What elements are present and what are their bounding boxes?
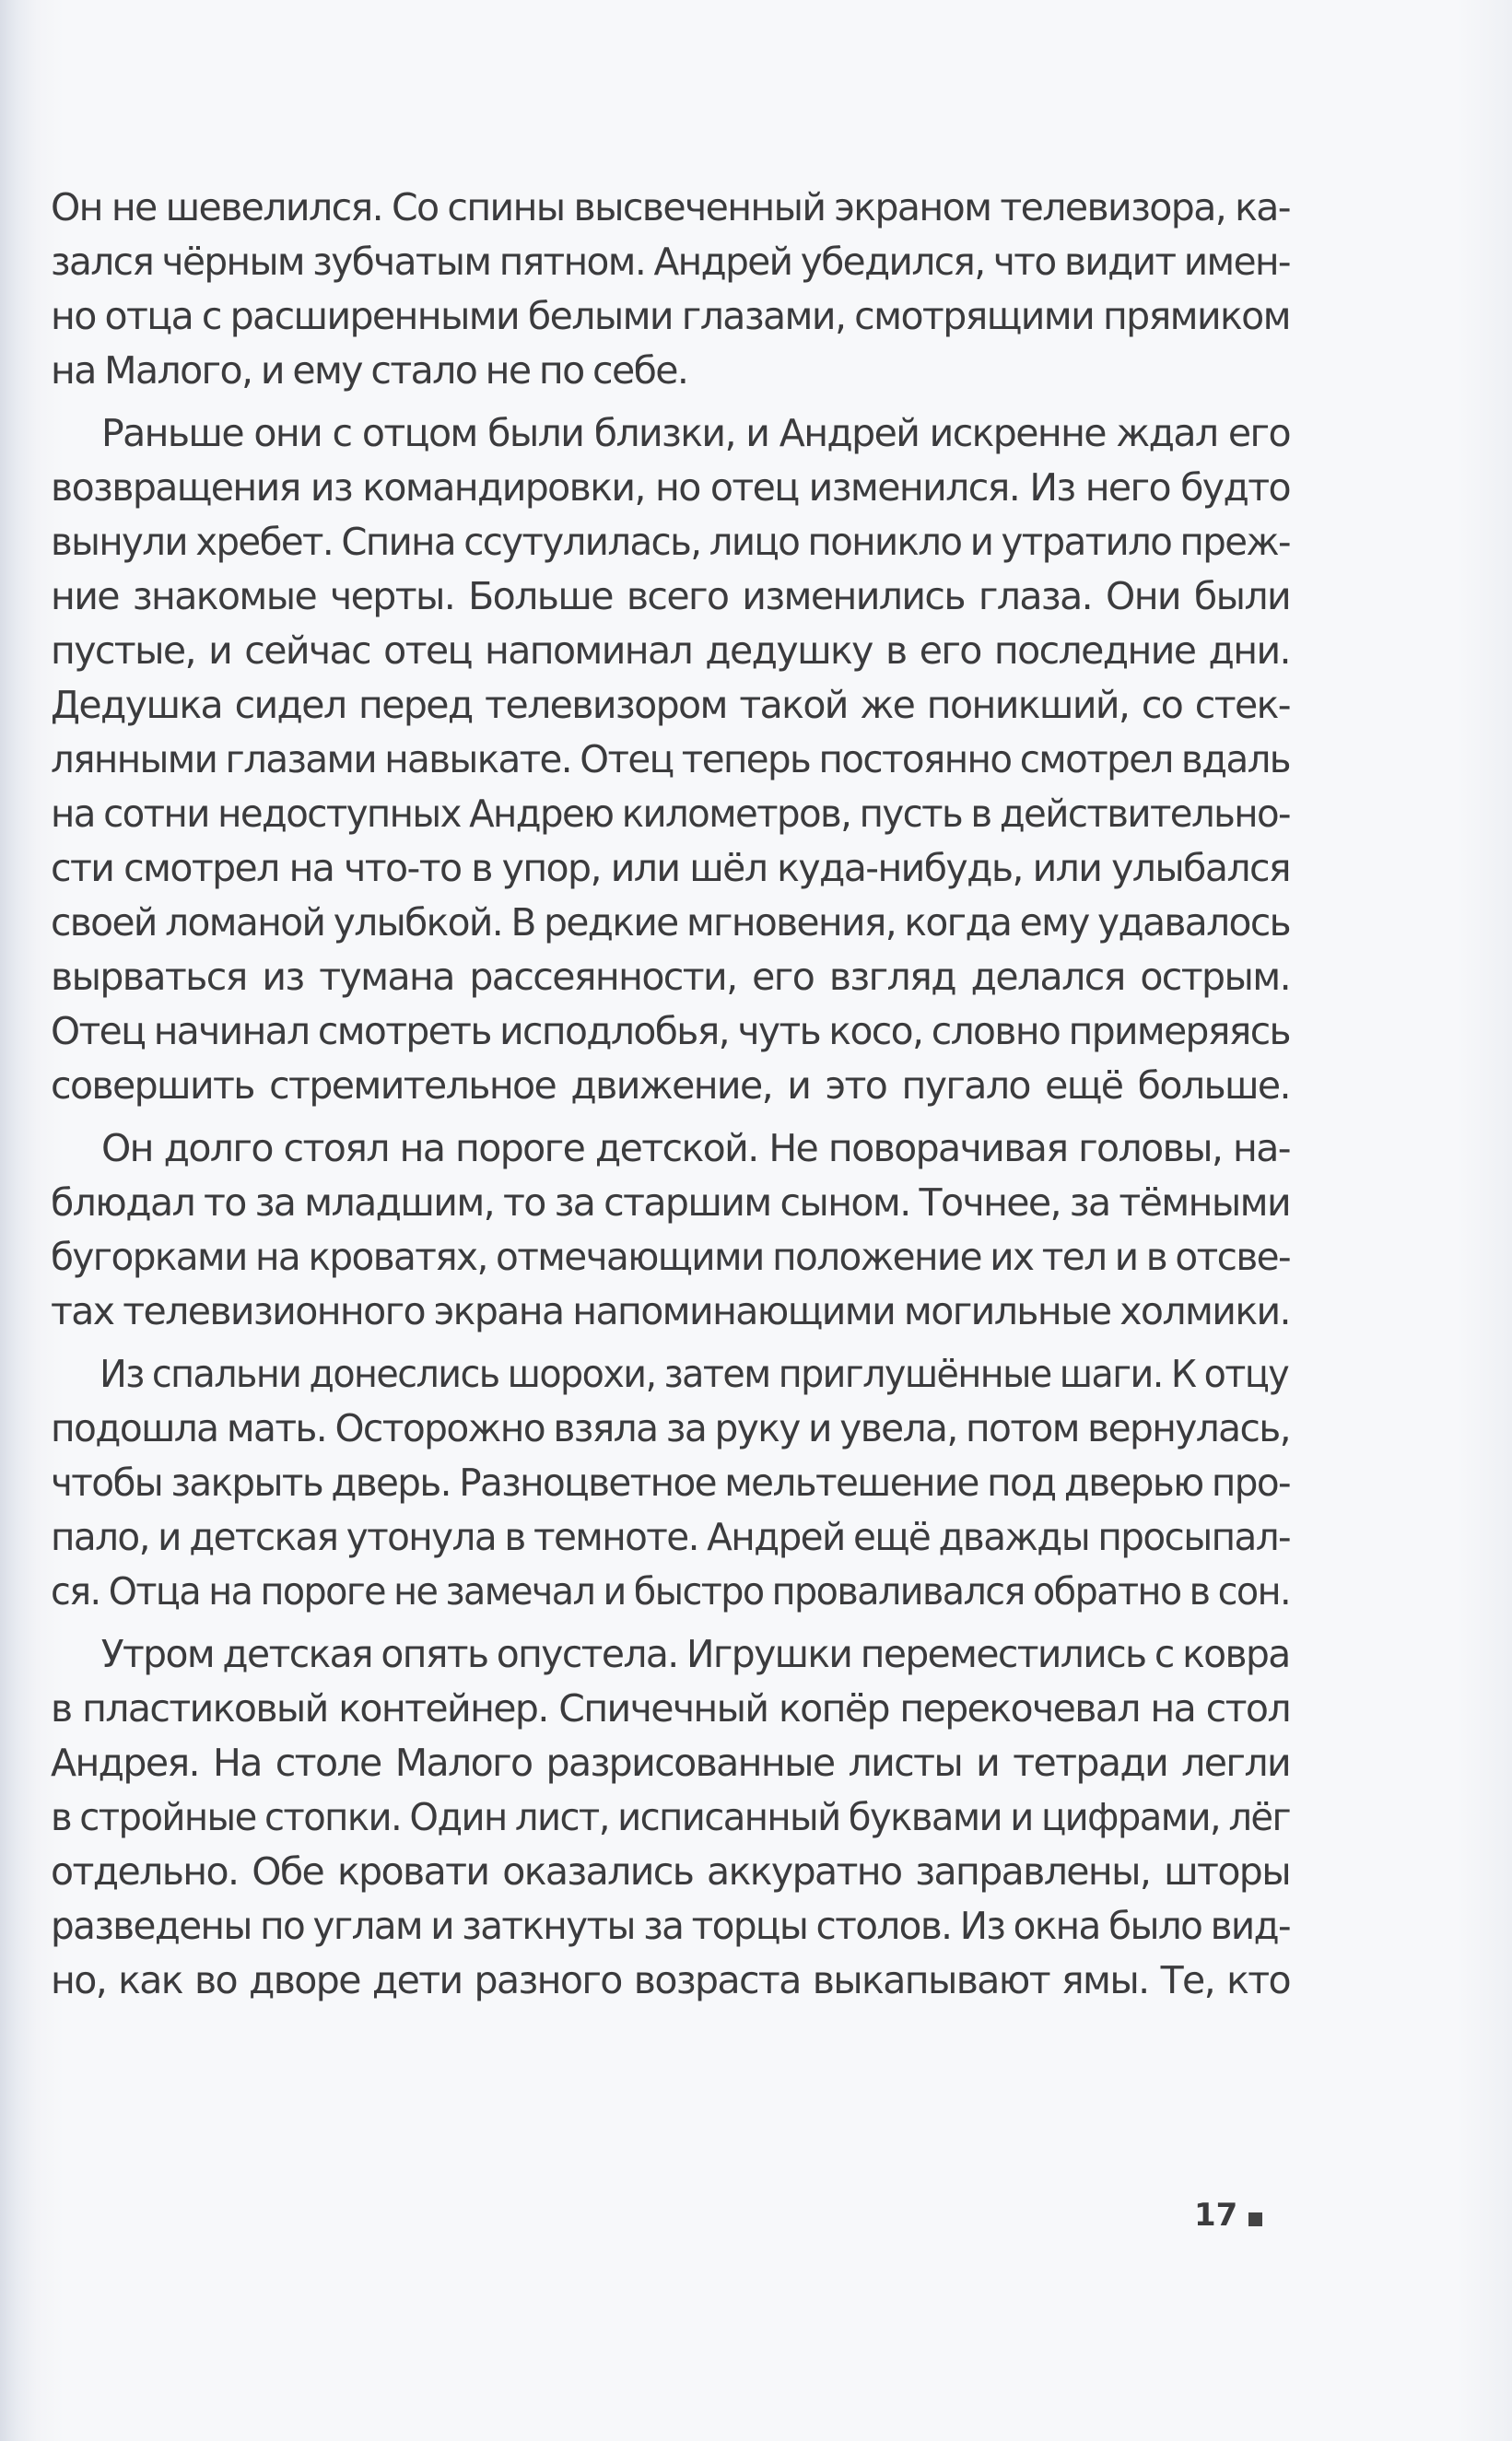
text-line: подошла мать. Осторожно взяла за руку и увела, потом вернулась, (51, 1406, 1290, 1450)
text-line: бугорками на кроватях, отмечающими положение их тел и в отсве- (51, 1235, 1290, 1279)
text-line: Отец начинал смотреть исподлобья, чуть косо, словно примеряясь (51, 1009, 1290, 1053)
text-line: тах телевизионного экрана напоминающими могильные холмики. (51, 1289, 1290, 1333)
text-line: Дедушка сидел перед телевизором такой же поникший, со стек- (51, 683, 1290, 727)
text-line: блюдал то за младшим, то за старшим сыном. Точнее, за тёмными (51, 1180, 1290, 1225)
text-line: Утром детская опять опустела. Игрушки переместились с ковра (100, 1632, 1290, 1676)
text-line: в стройные стопки. Один лист, исписанный буквами и цифрами, лёг (51, 1795, 1290, 1839)
text-line: Из спальни донеслись шорохи, затем приглушённые шаги. К отцу (100, 1352, 1289, 1396)
paragraph-3 (51, 1121, 1290, 1339)
text-line: Раньше они с отцом были близки, и Андрей искренне ждал его (101, 411, 1290, 455)
square-icon (1248, 2212, 1262, 2226)
text-line: разведены по углам и заткнуты за торцы столов. Из окна было вид- (51, 1904, 1290, 1948)
text-line: Андрея. На столе Малого разрисованные листы и тетради легли (51, 1741, 1290, 1785)
paragraph-4 (51, 1347, 1290, 1619)
text-line: возвращения из командировки, но отец изменился. Из него будто (51, 465, 1290, 510)
text-line: чтобы закрыть дверь. Разноцветное мельтешение под дверью про- (51, 1461, 1290, 1505)
text-line: своей ломаной улыбкой. В редкие мгновения, когда ему удавалось (51, 900, 1290, 945)
text-line: сти смотрел на что-то в упор, или шёл куда-нибудь, или улыбался (51, 846, 1290, 890)
text-line: вырваться из тумана рассеянности, его взгляд делался острым. (51, 955, 1290, 999)
text-line: в пластиковый контейнер. Спичечный копёр перекочевал на стол (51, 1686, 1290, 1731)
text-line: зался чёрным зубчатым пятном. Андрей убедился, что видит имен- (51, 240, 1290, 284)
text-line: отдельно. Обе кровати оказались аккуратно заправлены, шторы (51, 1849, 1290, 1894)
text-line: лянными глазами навыкате. Отец теперь постоянно смотрел вдаль (51, 737, 1290, 781)
text-line: но отца с расширенными белыми глазами, смотрящими прямиком (51, 294, 1290, 338)
text-line: вынули хребет. Спина ссутулилась, лицо поникло и утратило преж- (51, 520, 1290, 564)
text-line: на Малого, и ему стало не по себе. (51, 348, 688, 393)
page-number-label: 17 (1194, 2197, 1238, 2234)
text-line: Он долго стоял на пороге детской. Не поворачивая головы, на- (101, 1126, 1290, 1170)
paragraph-5 (51, 1627, 1290, 2008)
page-number (1194, 2197, 1262, 2234)
text-line: пустые, и сейчас отец напоминал дедушку в его последние дни. (51, 628, 1290, 673)
text-line: но, как во дворе дети разного возраста выкапывают ямы. Те, кто (51, 1958, 1290, 2002)
text-line: ся. Отца на пороге не замечал и быстро проваливался обратно в сон. (51, 1569, 1290, 1614)
text-line: пало, и детская утонула в темноте. Андрей ещё дважды просыпал- (51, 1515, 1290, 1559)
paragraph-2 (51, 406, 1290, 1113)
paragraph-1 (51, 181, 1290, 398)
text-line: ние знакомые черты. Больше всего изменились глаза. Они были (51, 574, 1290, 618)
text-line: Он не шевелился. Со спины высвеченный экраном телевизора, ка- (51, 185, 1290, 229)
text-line: совершить стремительное движение, и это пугало ещё больше. (51, 1063, 1290, 1108)
body-text (51, 181, 1290, 2016)
text-line: на сотни недоступных Андрею километров, пусть в действительно- (51, 792, 1290, 836)
